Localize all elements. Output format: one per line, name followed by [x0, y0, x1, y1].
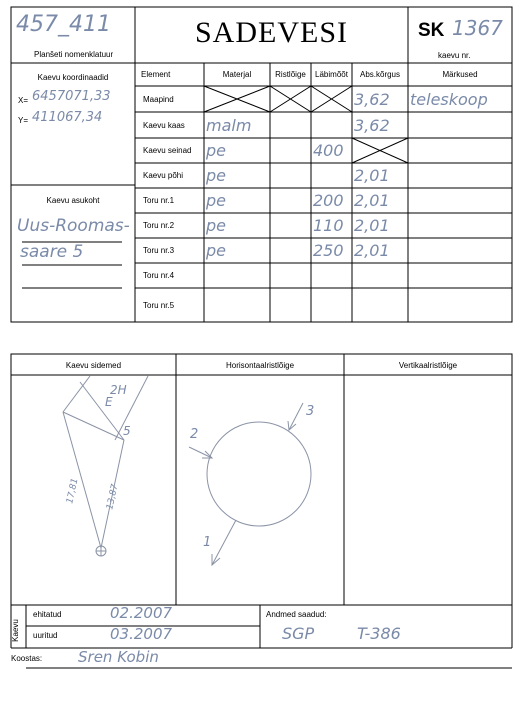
cell-diameter [313, 112, 351, 138]
surveyed-label: uuritud [33, 631, 58, 640]
cell-material: pe [206, 166, 226, 185]
cell-material: malm [206, 115, 252, 135]
cell-height [354, 138, 407, 163]
cell-material [206, 263, 269, 288]
col-header-element: Element [141, 70, 171, 79]
row-element-label: Kaevu kaas [143, 120, 185, 130]
cell-diameter: 400 [313, 141, 344, 160]
cell-notes [410, 213, 511, 238]
cell-height [354, 288, 407, 322]
cell-height: 2,01 [354, 166, 390, 185]
cell-notes [410, 238, 511, 263]
location-label: Kaevu asukoht [46, 196, 100, 205]
ties-dist2: 13,87 [105, 483, 121, 511]
row-element-label: Toru nr.2 [143, 221, 175, 230]
cell-diameter [313, 263, 351, 288]
pipe-label-1: 1 [203, 535, 212, 550]
cell-height: 2,01 [354, 241, 390, 260]
cell-section [272, 86, 310, 112]
cell-section [272, 163, 310, 188]
vertical-label: Vertikaalristlõige [398, 361, 458, 370]
cell-diameter: 250 [313, 241, 344, 260]
col-header-notes: Märkused [442, 70, 478, 79]
cell-section [272, 213, 310, 238]
author-value: Sren Kobin [78, 648, 159, 666]
pipe-label-2: 2 [190, 427, 199, 442]
data-source-value-1: SGP [282, 624, 315, 643]
coords-label: Kaevu koordinaadid [37, 73, 109, 82]
built-label: ehitatud [33, 610, 62, 619]
y-prefix: Y= [18, 116, 29, 125]
cell-diameter: 200 [313, 191, 344, 210]
cell-diameter [313, 163, 351, 188]
cell-material [206, 288, 269, 322]
col-header-section: Ristlõige [275, 70, 306, 79]
cell-height: 3,62 [354, 115, 390, 135]
ties-corner: 5 [123, 424, 131, 438]
cell-diameter: 110 [313, 216, 344, 235]
data-source-label: Andmed saadud: [266, 610, 327, 619]
row-element-label: Toru nr.4 [143, 271, 175, 280]
row-element-label: Toru nr.3 [143, 246, 175, 255]
cell-material: pe [206, 241, 226, 260]
built-value: 02.2007 [110, 604, 173, 622]
y-value: 411067,34 [32, 110, 103, 125]
nomenclature-label: Planšeti nomenklatuur [34, 50, 114, 59]
row-element-label: Toru nr.1 [143, 196, 175, 205]
row-element-label: Toru nr.5 [143, 300, 175, 310]
data-source-value-2: T-386 [357, 624, 401, 643]
cell-notes [410, 112, 511, 138]
location-line2: saare 5 [20, 242, 84, 262]
author-label: Koostas: [11, 654, 43, 663]
cell-notes [410, 188, 511, 213]
cell-notes: teleskoop [410, 89, 488, 109]
cell-section [272, 138, 310, 163]
cell-diameter [313, 86, 351, 112]
cell-height: 2,01 [354, 191, 390, 210]
cell-notes [410, 163, 511, 188]
col-header-diameter: Läbimõõt [315, 70, 348, 79]
cell-material: pe [206, 141, 226, 160]
cell-material: pe [206, 191, 226, 210]
ties-building: 2H [110, 383, 127, 397]
cell-notes [410, 138, 511, 163]
x-prefix: X= [18, 96, 29, 105]
ties-building-letter: E [105, 395, 113, 409]
row-element-label: Kaevu põhi [143, 171, 184, 180]
surveyed-value: 03.2007 [110, 625, 173, 643]
nomenclature-value: 457_411 [16, 12, 111, 37]
well-prefix: SK [418, 20, 445, 41]
cell-diameter [313, 288, 351, 322]
cell-material [206, 86, 269, 112]
footer-side-label: Kaevu [10, 619, 20, 642]
cell-notes [410, 288, 511, 322]
well-number: 1367 [452, 16, 503, 40]
cell-height: 2,01 [354, 216, 390, 235]
cell-section [272, 112, 310, 138]
page-title: SADEVESI [194, 16, 348, 49]
col-header-height: Abs.kõrgus [359, 70, 401, 79]
cell-section [272, 288, 310, 322]
location-line1: Uus-Roomas- [17, 216, 130, 236]
cell-material: pe [206, 216, 226, 235]
row-element-label: Kaevu seinad [143, 146, 192, 155]
col-header-material: Materjal [222, 70, 252, 79]
row-element-label: Maapind [143, 94, 174, 104]
cell-section [272, 238, 310, 263]
cell-notes [410, 263, 511, 288]
cell-height: 3,62 [354, 89, 390, 109]
ties-label: Kaevu sidemed [65, 361, 122, 370]
cell-section [272, 188, 310, 213]
x-value: 6457071,33 [32, 89, 111, 104]
well-number-label: kaevu nr. [438, 51, 471, 60]
cell-section [272, 263, 310, 288]
pipe-label-3: 3 [306, 404, 315, 419]
cell-height [354, 263, 407, 288]
ties-dist1: 17,81 [65, 477, 81, 505]
horizontal-label: Horisontaalristlõige [225, 361, 295, 370]
